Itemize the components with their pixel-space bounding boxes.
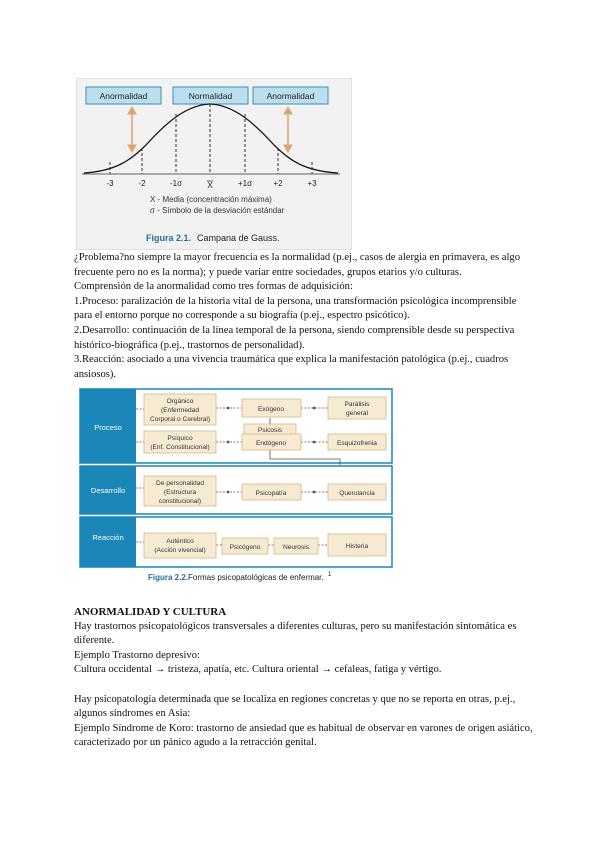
box-psiquico-l1: Psíquico [167,435,193,442]
tick-plus1: +1σ [237,179,253,188]
box-histeria: Histeria [345,543,369,550]
paragraph-transversales: Hay trastornos psicopatológicos transversales a diferentes culturas, pero su manifestación sintomática es diferente. [74,620,517,647]
figure2-caption-number: Figura 2.2. [148,573,189,582]
box-exogeno: Exógeno [257,406,285,413]
forms-diagram [78,387,394,587]
box-paralisis-l1: Parálisis [344,401,370,408]
text-block-normality [74,251,534,382]
legend-sigma: σ - Símbolo de la desviación estándar [150,206,285,215]
section-anormalidad-cultura [74,605,534,751]
box-psiquico-l2: (Enf. Constitucional) [150,444,210,451]
box-personalidad-l1: De personalidad [155,480,205,487]
box-organico-l2: (Enfermedad [160,407,200,414]
section-heading: ANORMALIDAD Y CULTURA [74,606,227,618]
box-esquizofrenia: Esquizofrenia [337,440,377,447]
paragraph-ejemplo-depresivo: Ejemplo Trastorno depresivo: [74,649,200,661]
box-personalidad-l3: constitucional) [158,498,202,505]
figure1-caption-text: Campana de Gauss. [197,233,280,243]
box-neurosis: Neurosis [282,544,310,551]
figure1-caption-number: Figura 2.1. [146,233,192,243]
label-anormalidad-left: Anormalidad [99,91,148,101]
gauss-diagram [76,78,352,250]
box-endogeno: Endógeno [255,440,287,447]
label-desarrollo: Desarrollo [90,486,126,495]
paragraph-cultura: Cultura occidental → tristeza, apatía, etc. Cultura oriental → cefaleas, fatiga y vértigo. [74,664,442,676]
tick-mean: X [207,181,213,190]
tick-minus3: -3 [106,179,114,188]
blank-line [74,678,534,693]
paragraph-comprension: Comprensión de la anormalidad como tres formas de adquisición: [74,281,353,293]
box-personalidad-l2: (Estructura [163,489,197,496]
figure-psychopathological-forms [78,387,394,587]
box-organico-l1: Orgánico [166,398,194,405]
box-autentico-l1: Auténtico [166,538,194,545]
paragraph-proceso: 1.Proceso: paralización de la historia vital de la persona, una transformación psicológica incomprensible para el entorno porque no corresponde a su biografía (p.ej., espectro psicótico). [74,295,517,322]
figure2-caption-text: Formas psicopatológicas de enfermar. [188,573,324,582]
box-psicosis: Psicosis [257,427,283,434]
paragraph-koro: Ejemplo Síndrome de Koro: trastorno de ansiedad que es habitual de observar en varones de origen asiático, caracterizado por un pánico agudo a la retracción genital. [74,722,533,749]
paragraph-reaccion: 3.Reacción: asociado a una vivencia traumática que explica la manifestación patológica (p.ej., cuadros ansiosos). [74,354,509,380]
tick-plus2: +2 [273,179,283,188]
figure2-caption-superscript: 1 [328,572,332,578]
paragraph-regiones: Hay psicopatología determinada que se localiza en regiones concretas y que no se reporta en otras, p.ej., algunos síndromes en Asia: [74,693,516,720]
label-normalidad: Normalidad [188,91,233,101]
tick-minus2: -2 [138,179,146,188]
label-reaccion: Reacción [92,533,124,542]
legend-mean: X - Media (concentración máxima) [150,195,272,204]
label-proceso: Proceso [94,423,122,432]
bar-reaccion [80,517,136,567]
paragraph-problema: ¿Problema?no siempre la mayor frecuencia es la normalidad (p.ej., casos de alergia en primavera, es algo frecuente pero no es la norma); y puede variar entre sociedades, grupos etarios y/o culturas. [74,252,521,278]
box-organico-l3: Corporal o Cerebral) [149,416,211,423]
tick-plus3: +3 [307,179,317,188]
paragraph-desarrollo: 2.Desarrollo: continuación de la línea temporal de la persona, siendo comprensible desde su perspectiva histórico-biográfica (p.ej., trastornos de personalidad). [74,324,515,351]
box-querulancia: Querulancia [339,490,375,497]
box-autentico-l2: (Acción vivencial) [154,547,206,554]
box-psicopatia: Psicopatía [255,490,287,497]
label-anormalidad-right: Anormalidad [266,91,315,101]
tick-minus1: -1σ [169,179,183,188]
figure-gauss-bell [76,78,352,250]
box-psicogeno: Psicógeno [229,544,261,551]
box-paralisis-l2: general [346,410,368,417]
